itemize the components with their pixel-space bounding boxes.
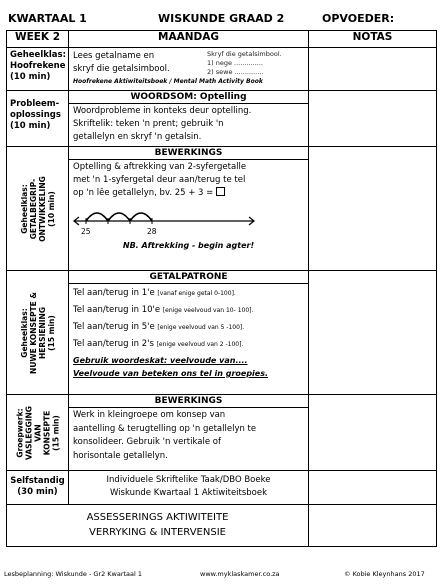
content-line: Wiskunde Kwartaal 1 Aktiwiteitsboek	[109, 488, 268, 498]
row-concept-development	[7, 147, 437, 271]
self-label	[7, 471, 69, 505]
row-group-work	[7, 395, 437, 471]
content-line: Werk in kleingroepe om konsep van	[73, 410, 226, 420]
number-line-start: 25	[81, 227, 91, 236]
label-line: VAN	[33, 423, 42, 442]
content-line: aantelling & terugtelling op 'n getallelyn te	[73, 423, 257, 434]
self-content	[69, 471, 309, 505]
content-line: Skriftelik: teken 'n prent; gebruik 'n	[73, 119, 224, 129]
pattern-main: Tel aan/terug in 10'e	[73, 305, 161, 315]
assessment-content	[7, 505, 309, 547]
number-line-end: 28	[147, 227, 157, 236]
footer-copyright: © Kobie Kleynhans 2017	[344, 570, 425, 578]
label-line: Geheelklas:	[19, 183, 29, 234]
label-line: HERSIENING	[37, 306, 47, 359]
notes-cell	[309, 147, 437, 271]
pattern-item	[73, 336, 304, 353]
pattern-item	[73, 285, 304, 302]
activity-book-ref: Hoofrekene Aktiwiteitsboek / Mental Math Activity Book	[73, 78, 263, 85]
term-title: KWARTAAL 1	[8, 12, 87, 25]
label-line: (10 min)	[10, 121, 51, 131]
content-line: VERRYKING & INTERVENSIE	[89, 527, 226, 538]
number-line-example	[69, 201, 308, 241]
footer-left: Lesbeplanning: Wiskunde - Gr2 Kwartaal 1	[4, 570, 143, 578]
day-header: MAANDAG	[69, 31, 309, 48]
jump-arc	[86, 213, 108, 221]
content-line: Optelling & aftrekking van 2-syfergetalle	[73, 162, 247, 172]
vocabulary-note: Gebruik woordeskat: veelvoude van....	[73, 356, 248, 365]
pattern-extra: [enige veelvoud van 2 -100].	[156, 341, 244, 348]
pattern-main: Tel aan/terug in 5'e	[73, 322, 155, 332]
label-line: oplossings	[10, 110, 61, 120]
content-line: Individuele Skriftelike Taak/DBO Boeke	[106, 475, 271, 485]
row-independent	[7, 471, 437, 505]
label-line: Geheelklas:	[10, 50, 66, 60]
label-line: GETALBEGRIP-	[28, 178, 38, 239]
pattern-extra: [enige veelvoud van 5 -100].	[157, 324, 245, 331]
subject-title: WISKUNDE GRAAD 2	[158, 12, 285, 25]
notes-header: NOTAS	[309, 31, 437, 48]
label-line: (30 min)	[17, 487, 58, 497]
section-title: WOORDSOM: Optelling	[69, 91, 308, 104]
row-mental-maths	[7, 48, 437, 91]
newconcepts-content	[69, 271, 309, 395]
side-note: 1) nege ..............	[207, 59, 263, 67]
content-line: konsolideer. Gebruik 'n vertikale of	[73, 437, 221, 447]
label-line: Geheelklas:	[19, 307, 29, 358]
notes-cell	[309, 505, 437, 547]
jump-arc	[108, 213, 130, 221]
notes-cell	[309, 471, 437, 505]
footer-url: www.myklaskamer.co.za	[200, 570, 280, 578]
content-line: met 'n 1-syfergetal deur aan/terug te tel	[73, 175, 246, 185]
concept-label	[7, 147, 69, 271]
section-title: GETALPATRONE	[69, 271, 308, 284]
concept-content	[69, 147, 309, 271]
side-note: Skryf die getalsimbool.	[207, 50, 282, 58]
notes-cell	[309, 91, 437, 147]
content-line: Lees getalname en	[73, 51, 155, 61]
row-assessment	[7, 505, 437, 547]
lesson-plan-table	[6, 30, 437, 547]
label-line: ONTWIKKELING	[37, 175, 47, 242]
pattern-extra: [enige veelvoud van 10- 100].	[162, 307, 254, 314]
group-label	[7, 395, 69, 471]
sheet-header	[6, 10, 436, 28]
section-title: BEWERKINGS	[69, 395, 308, 408]
label-line: NUWE KONSEPTE &	[28, 291, 38, 374]
row-problem-solving	[7, 91, 437, 147]
label-line: (15 min)	[46, 314, 56, 351]
notes-cell	[309, 271, 437, 395]
notes-cell	[309, 48, 437, 91]
group-content	[69, 395, 309, 471]
educator-label: OPVOEDER:	[322, 12, 395, 25]
answer-box	[216, 187, 225, 196]
jump-arc	[130, 213, 152, 221]
pattern-item	[73, 302, 304, 319]
label-line: VASLEGGING	[24, 405, 33, 460]
problem-label	[7, 91, 69, 147]
number-line-svg	[69, 201, 307, 241]
content-line: ASSESSERINGS AKTIWITEITE	[86, 512, 229, 523]
label-line: (10 min)	[46, 190, 56, 227]
label-line: Hoofrekene	[10, 61, 66, 71]
label-line: (10 min)	[10, 72, 51, 82]
row-new-concepts	[7, 271, 437, 395]
label-line: Groepwerk:	[15, 407, 24, 458]
subtraction-note: NB. Aftrekking - begin agter!	[122, 241, 255, 250]
multiples-note: Veelvoude van beteken ons tel in groepies.	[73, 369, 269, 378]
notes-cell	[309, 395, 437, 471]
mental-label	[7, 48, 69, 91]
week-header: WEEK 2	[7, 31, 69, 48]
side-note: 2) sewe ..............	[207, 68, 264, 76]
section-title: BEWERKINGS	[69, 147, 308, 160]
label-line: (15 min)	[51, 414, 60, 451]
content-line: op 'n lêe getallelyn, bv. 25 + 3 =	[73, 188, 214, 198]
pattern-main: Tel aan/terug in 2's	[73, 339, 154, 349]
label-line: Selfstandig	[10, 476, 65, 486]
content-line: getallelyn en skryf 'n getalsin.	[73, 132, 202, 142]
lesson-plan-sheet	[6, 10, 436, 566]
pattern-main: Tel aan/terug in 1'e	[73, 288, 155, 298]
content-line: horisontale getallelyn.	[73, 450, 168, 461]
label-line: Probleem-	[10, 99, 60, 109]
content-line: skryf die getalsimbool.	[73, 64, 170, 74]
content-line: Woordprobleme in konteks deur optelling.	[73, 106, 252, 116]
problem-content	[69, 91, 309, 147]
label-line: KONSEPTE	[42, 410, 51, 455]
mental-content	[69, 48, 309, 91]
pattern-item	[73, 319, 304, 336]
column-header-row	[7, 31, 437, 48]
pattern-extra: [vanaf enige getal 0-100].	[157, 290, 236, 297]
newconcepts-label	[7, 271, 69, 395]
